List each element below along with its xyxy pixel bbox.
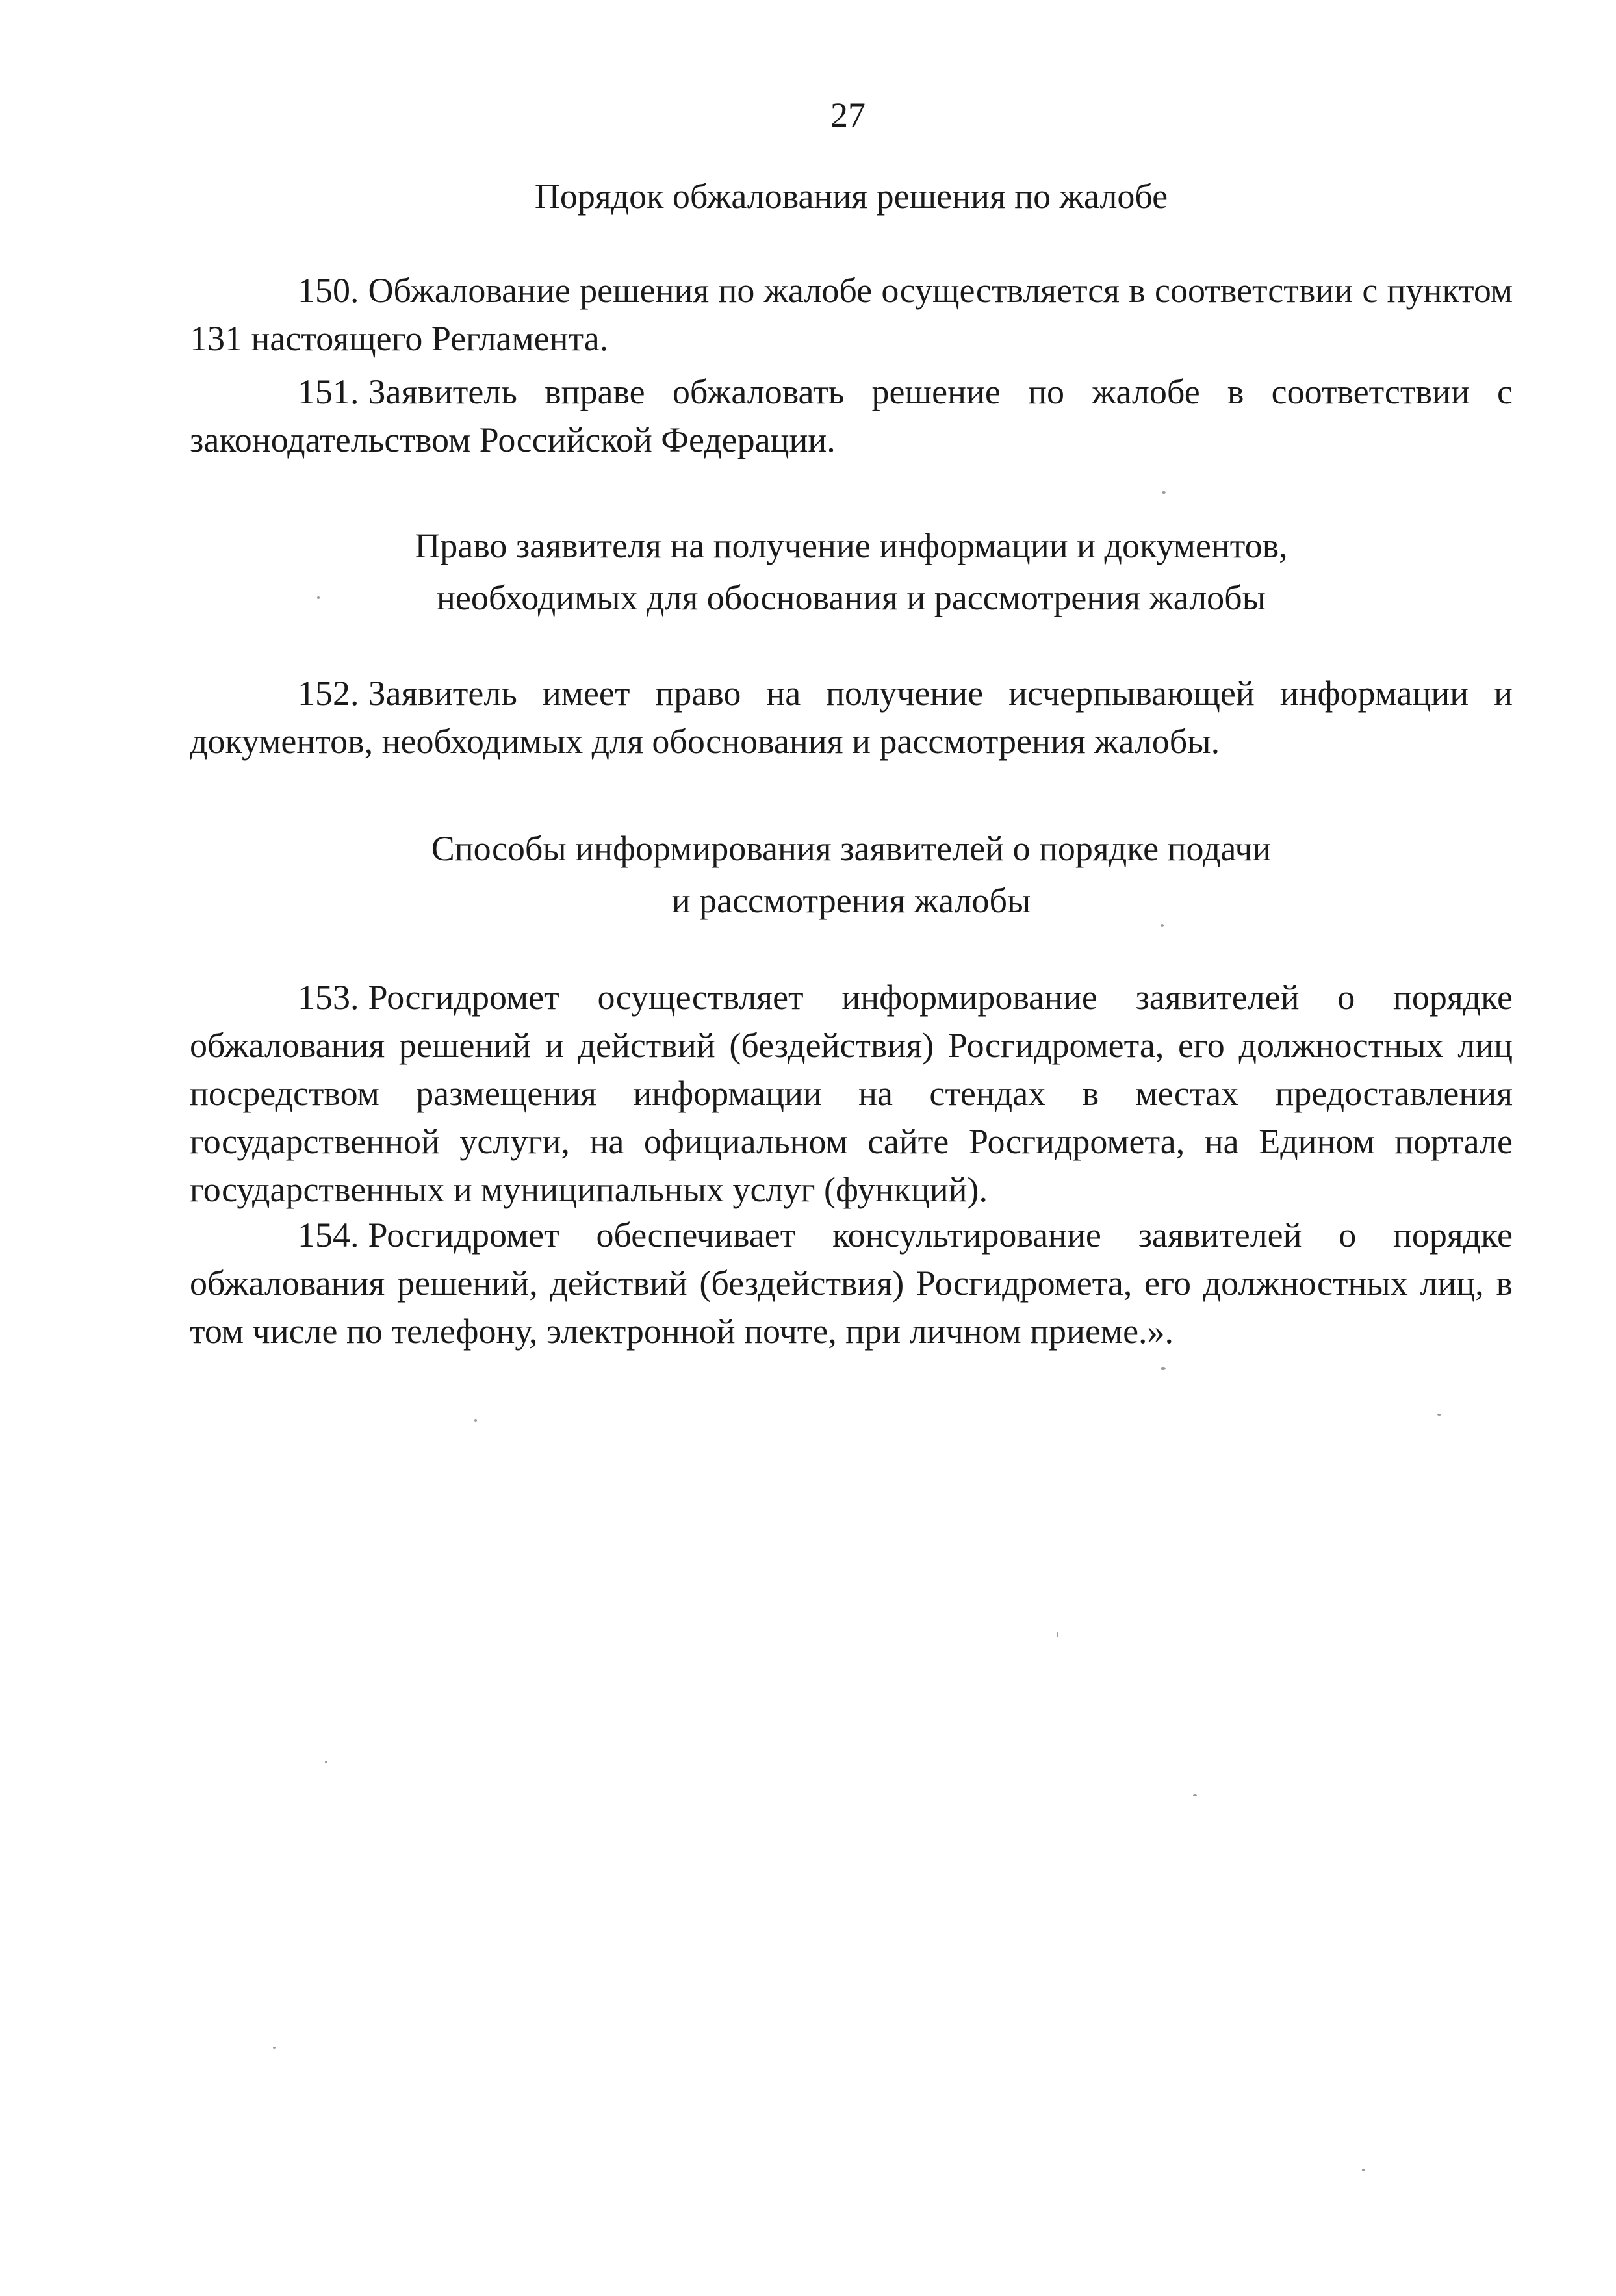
paragraph-number: 151. <box>298 372 359 411</box>
paragraph-number: 150. <box>298 271 359 310</box>
scan-speck <box>273 2047 276 2049</box>
paragraph-152 <box>190 669 1513 765</box>
scan-speck <box>1362 2169 1365 2171</box>
section-heading-informing-methods <box>190 823 1513 926</box>
paragraph-number: 153. <box>298 978 359 1017</box>
heading-line: Право заявителя на получение информации и документов, <box>415 526 1288 565</box>
paragraph-151 <box>190 368 1513 464</box>
scan-speck <box>474 1419 477 1422</box>
section-heading-right-to-information <box>190 520 1513 624</box>
paragraph-153 <box>190 973 1513 1214</box>
paragraph-number: 152. <box>298 674 359 713</box>
paragraph-150 <box>190 266 1513 363</box>
heading-line: Порядок обжалования решения по жалобе <box>534 177 1168 216</box>
scan-speck <box>325 1761 327 1763</box>
scan-speck <box>1437 1414 1441 1416</box>
paragraph-text: Росгидромет осуществляет информирование заявителей о порядке обжалования решений и действий (бездействия) Росгидромета, его должностных лиц посредством размещения информации на стендах в местах предоставления государственной услуги, на официальном сайте Росгидромета, на Едином портале государственных и муниципальных услуг (функций). <box>190 978 1513 1209</box>
paragraph-text: Росгидромет обеспечивает консультирование заявителей о порядке обжалования решений, действий (бездействия) Росгидромета, его должностных лиц, в том числе по телефону, электронной почте, при личном приеме.». <box>190 1216 1513 1351</box>
paragraph-154 <box>190 1211 1513 1355</box>
page-number: 27 <box>830 96 866 134</box>
heading-line: необходимых для обоснования и рассмотрения жалобы <box>437 578 1266 617</box>
scan-speck <box>1161 1367 1166 1370</box>
section-heading-appeal-procedure <box>190 170 1513 222</box>
scan-speck <box>1057 1632 1058 1637</box>
heading-line: и рассмотрения жалобы <box>671 881 1031 920</box>
paragraph-text: Заявитель вправе обжаловать решение по жалобе в соответствии с законодательством Российской Федерации. <box>190 372 1513 459</box>
paragraph-number: 154. <box>298 1216 359 1255</box>
scan-speck <box>1161 924 1164 927</box>
heading-line: Способы информирования заявителей о порядке подачи <box>431 829 1272 868</box>
paragraph-text: Обжалование решения по жалобе осуществляется в соответствии с пунктом 131 настоящего Регламента. <box>190 271 1513 358</box>
scan-speck <box>1193 1794 1197 1796</box>
scan-speck <box>1162 491 1166 494</box>
scan-speck <box>317 596 320 599</box>
paragraph-text: Заявитель имеет право на получение исчерпывающей информации и документов, необходимых для обоснования и рассмотрения жалобы. <box>190 674 1513 761</box>
